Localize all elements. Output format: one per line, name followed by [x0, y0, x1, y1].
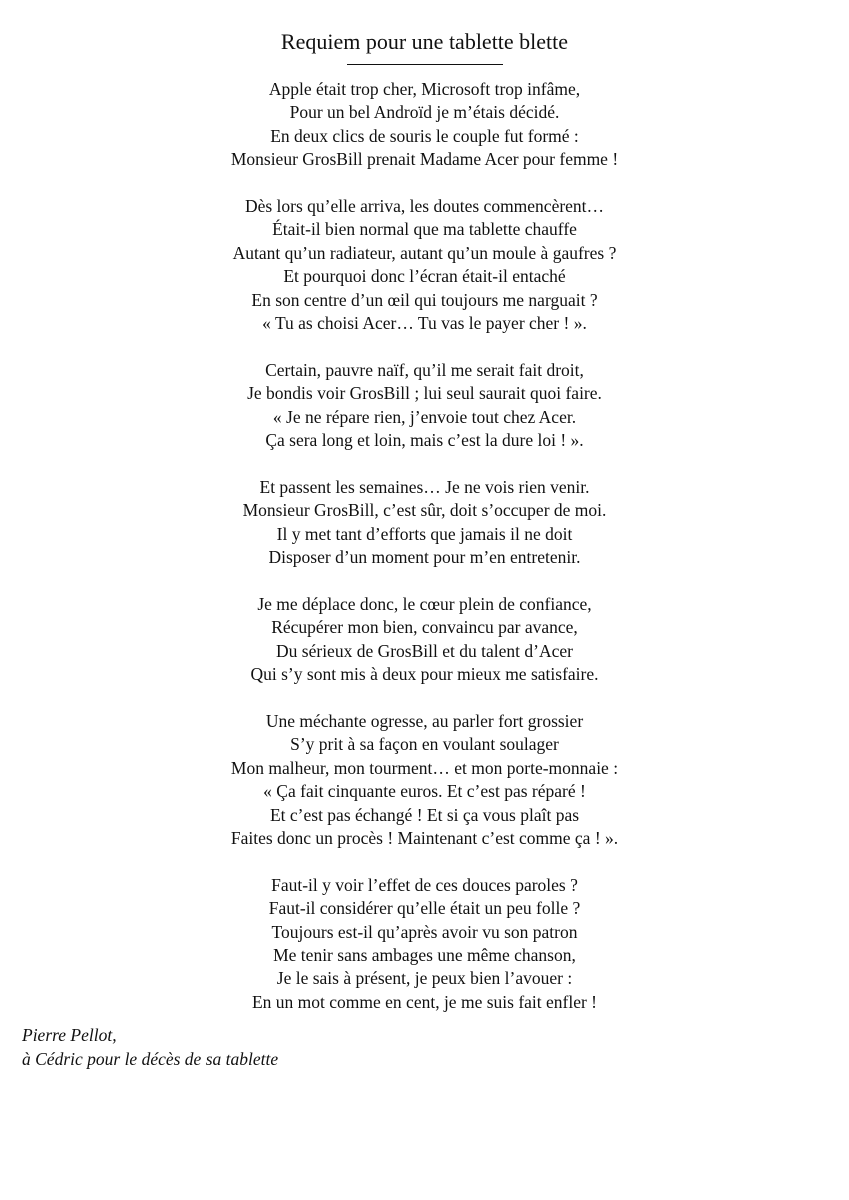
verse-line: Disposer d’un moment pour m’en entretenir.	[268, 547, 581, 568]
verse-line: Qui s’y sont mis à deux pour mieux me satisfaire.	[250, 664, 599, 685]
verse-line: Faut-il considérer qu’elle était un peu folle ?	[268, 898, 581, 919]
verse-line: Faut-il y voir l’effet de ces douces paroles ?	[271, 874, 578, 895]
verse-line: Toujours est-il qu’après avoir vu son patron	[271, 921, 578, 942]
verse-line: Récupérer mon bien, convaincu par avance,	[271, 617, 578, 638]
author-name: Pierre Pellot,	[22, 1025, 117, 1045]
poem-body	[0, 78, 849, 1038]
stanza	[0, 874, 849, 1014]
verse-line: Autant qu’un radiateur, autant qu’un moule à gaufres ?	[232, 242, 617, 263]
stanza	[0, 476, 849, 570]
stanza	[0, 710, 849, 850]
verse-line: Je bondis voir GrosBill ; lui seul saurait quoi faire.	[247, 383, 602, 404]
stanza	[0, 359, 849, 453]
verse-line: S’y prit à sa façon en voulant soulager	[290, 734, 559, 755]
verse-line: Monsieur GrosBill, c’est sûr, doit s’occuper de moi.	[242, 500, 607, 521]
poem-title: Requiem pour une tablette blette	[280, 29, 569, 54]
verse-line: Certain, pauvre naïf, qu’il me serait fait droit,	[265, 359, 584, 380]
verse-line: Me tenir sans ambages une même chanson,	[273, 944, 576, 965]
verse-line: « Je ne répare rien, j’envoie tout chez Acer.	[272, 406, 577, 427]
verse-line: « Ça fait cinquante euros. Et c’est pas réparé !	[263, 781, 586, 802]
verse-line: Et passent les semaines… Je ne vois rien venir.	[259, 476, 590, 497]
verse-line: Faites donc un procès ! Maintenant c’est comme ça ! ».	[230, 827, 619, 848]
verse-line: Et c’est pas échangé ! Et si ça vous plaît pas	[269, 804, 580, 825]
verse-line: Monsieur GrosBill prenait Madame Acer pour femme !	[230, 149, 619, 170]
verse-line: Dès lors qu’elle arriva, les doutes commencèrent…	[244, 196, 605, 217]
verse-line: Du sérieux de GrosBill et du talent d’Acer	[276, 640, 573, 661]
verse-line: Je me déplace donc, le cœur plein de confiance,	[257, 593, 592, 614]
title-block	[0, 28, 849, 65]
verse-line: Pour un bel Androïd je m’étais décidé.	[289, 102, 560, 123]
stanza	[0, 593, 849, 687]
verse-line: Ça sera long et loin, mais c’est la dure loi ! ».	[265, 430, 584, 451]
verse-line: Une méchante ogresse, au parler fort grossier	[265, 710, 584, 731]
dedication: à Cédric pour le décès de sa tablette	[22, 1049, 279, 1069]
verse-line: En son centre d’un œil qui toujours me narguait ?	[251, 289, 598, 310]
verse-line: Était-il bien normal que ma tablette chauffe	[272, 219, 577, 240]
verse-line: En deux clics de souris le couple fut formé :	[270, 125, 579, 146]
signature-block	[22, 1023, 278, 1071]
verse-line: Apple était trop cher, Microsoft trop infâme,	[268, 79, 581, 99]
verse-line: Mon malheur, mon tourment… et mon porte-monnaie :	[230, 757, 619, 778]
stanza	[0, 195, 849, 335]
verse-line: Il y met tant d’efforts que jamais il ne doit	[276, 523, 573, 544]
verse-line: « Tu as choisi Acer… Tu vas le payer cher ! ».	[262, 313, 587, 334]
title-underline	[347, 64, 503, 65]
verse-line: Et pourquoi donc l’écran était-il entaché	[283, 266, 566, 287]
verse-line: Je le sais à présent, je peux bien l’avouer :	[276, 968, 573, 989]
stanza	[0, 78, 849, 172]
verse-line: En un mot comme en cent, je me suis fait enfler !	[251, 991, 598, 1012]
